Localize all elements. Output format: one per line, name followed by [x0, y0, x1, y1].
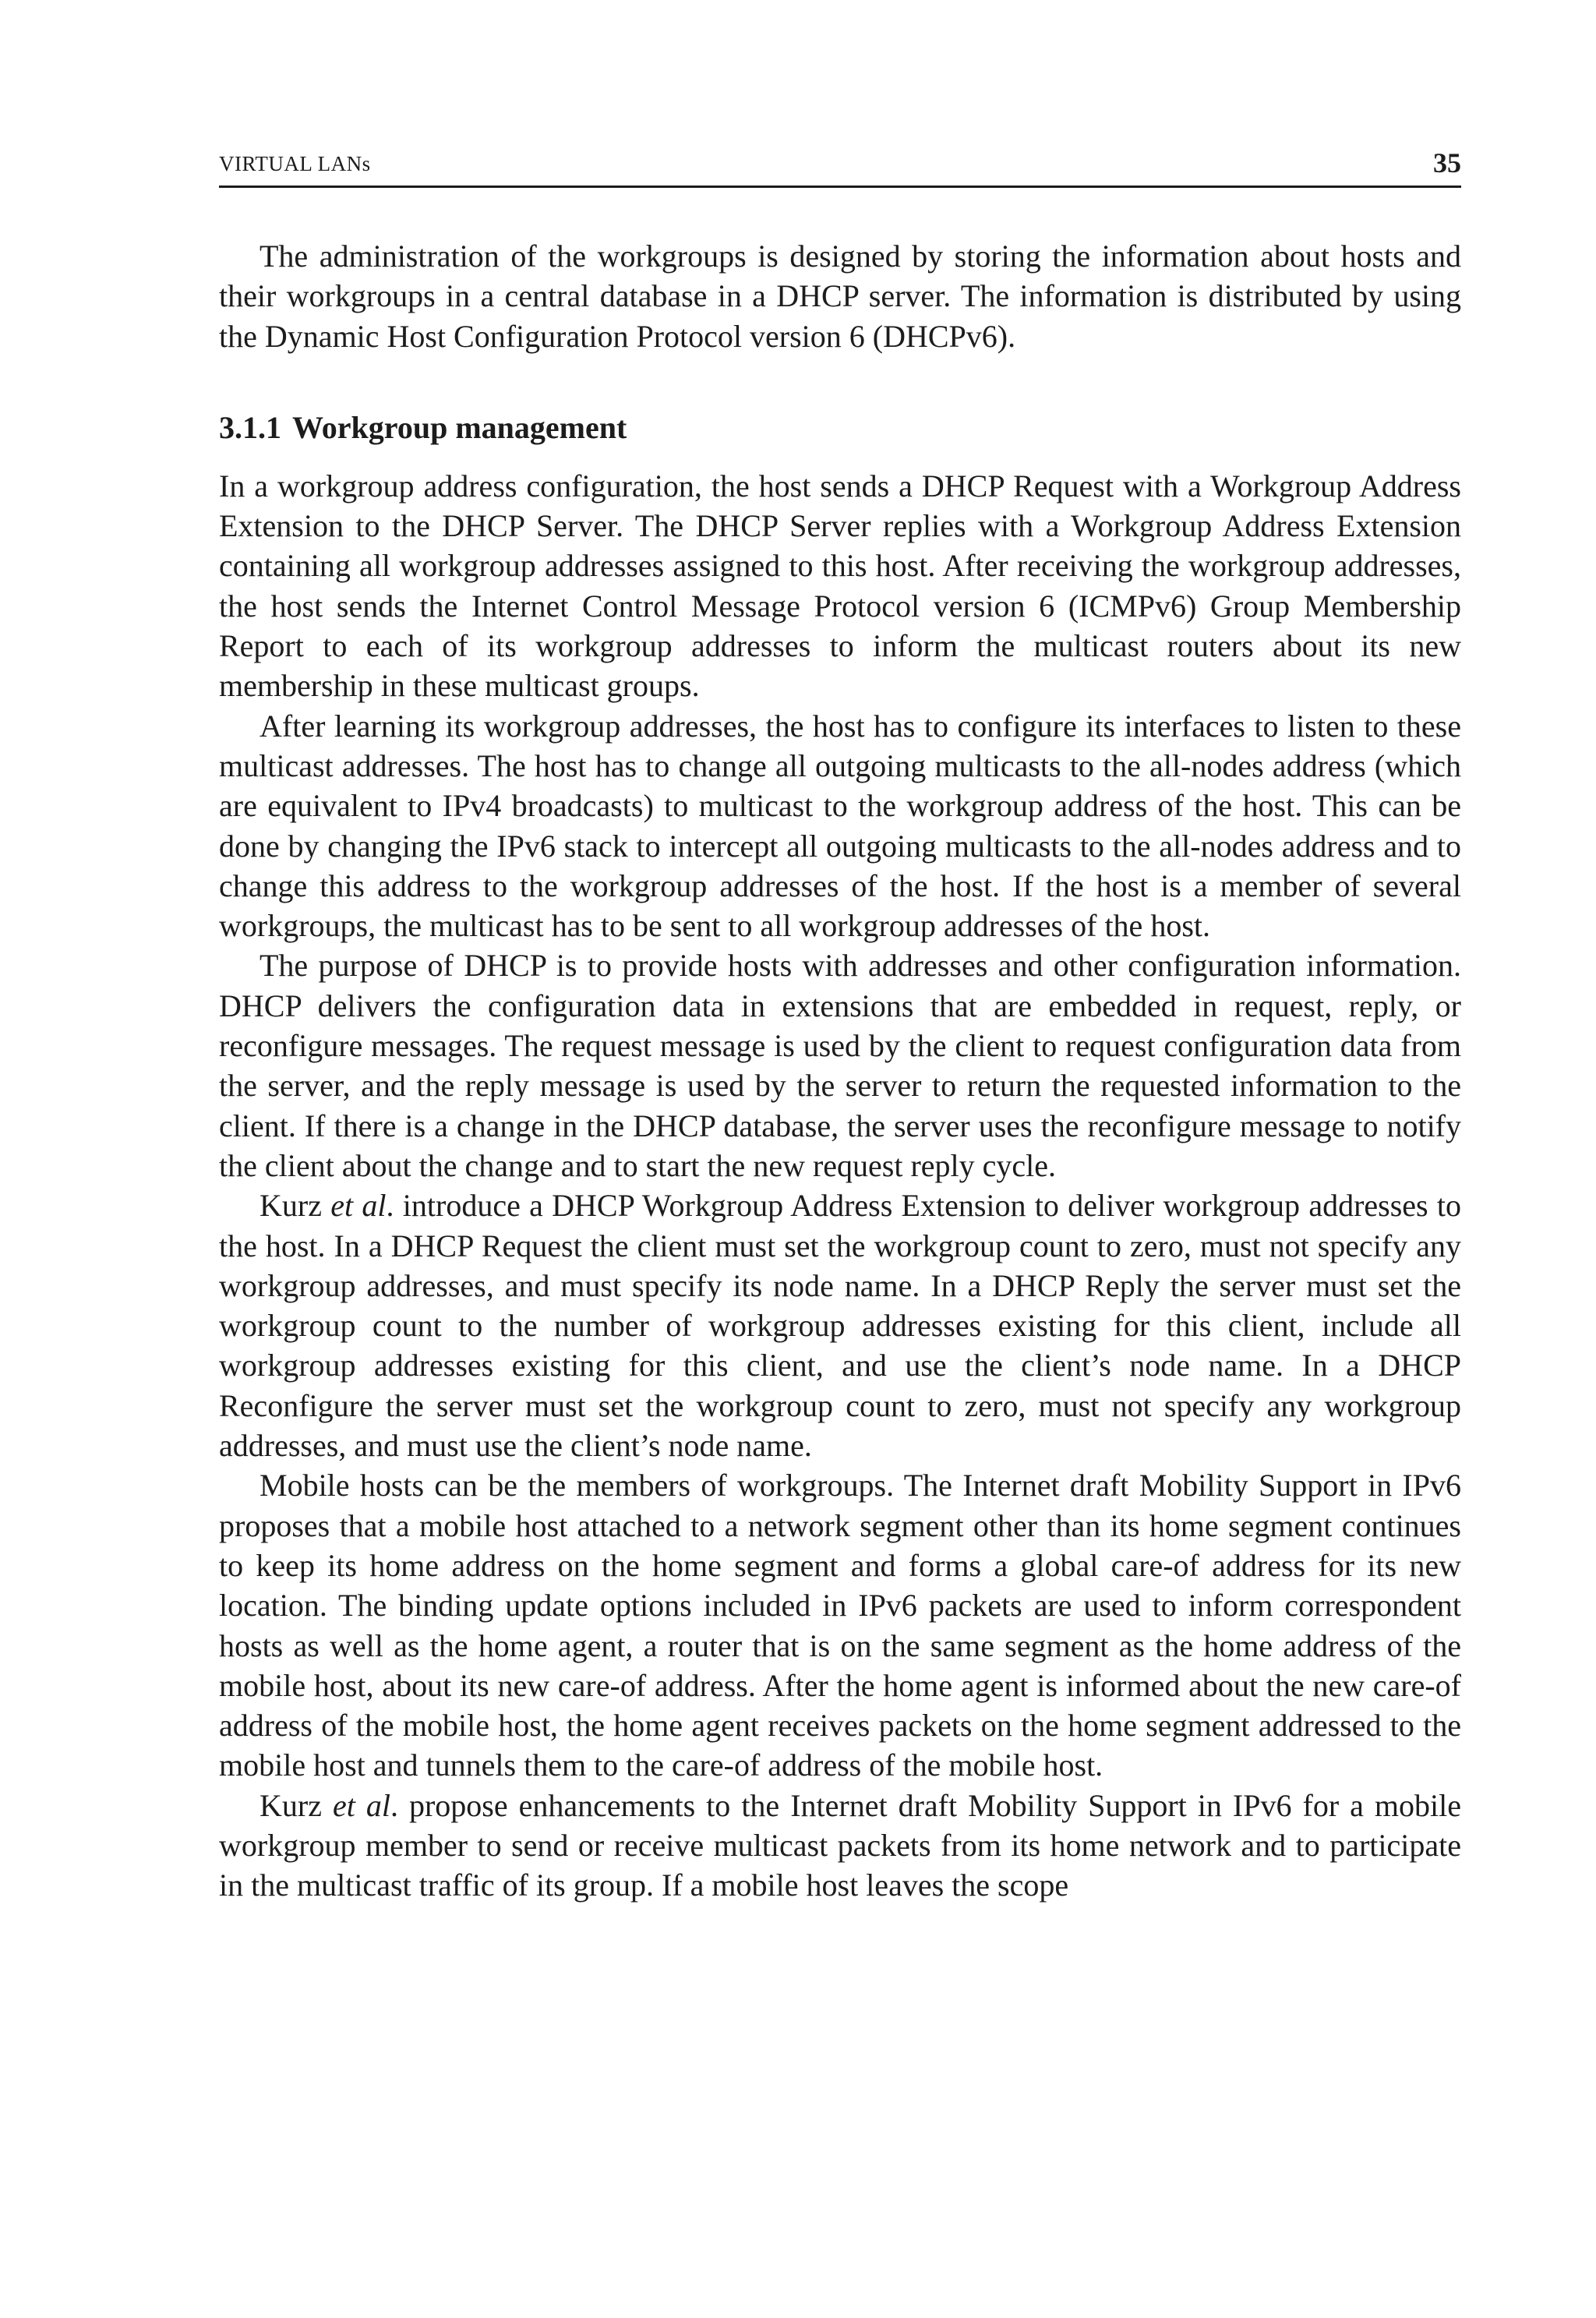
paragraph-body: . introduce a DHCP Workgroup Address Extension to deliver workgroup addresses to the host. In a DHCP Request the client must set the workgroup count to zero, must not specify any workgroup addresses, and must specify its node name. In a DHCP Reply the server must set the workgroup count to the number of workgroup addresses existing for this client, include all workgroup addresses existing for this client, and use the client’s node name. In a DHCP Reconfigure the server must set the workgroup count to zero, must not specify any workgroup addresses, and must use the client’s node name.: [219, 1188, 1462, 1464]
author-lead: Kurz: [260, 1188, 331, 1224]
author-lead: Kurz: [260, 1787, 333, 1823]
et-al: et al: [330, 1188, 387, 1224]
book-page: [219, 0, 1461, 2318]
paragraph-mobile-hosts: Mobile hosts can be the members of workgroups. The Internet draft Mobility Support in IPv6 proposes that a mobile host attached to a network segment other than its home segment continues to keep its home address on the home segment and forms a global care-of address for its new location. The binding update options included in IPv6 packets are used to inform correspondent hosts as well as the home agent, a router that is on the same segment as the home address of the mobile host, about its new care-of address. After the home agent is informed about the new care-of address of the mobile host, the home agent receives packets on the home segment addressed to the mobile host and tunnels them to the care-of address of the mobile host.: [219, 1468, 1461, 1783]
paragraph-dhcp-extension: [219, 1186, 1461, 1465]
section-heading: [219, 408, 1461, 447]
body-text: [219, 236, 1461, 1906]
page-number: 35: [1433, 147, 1461, 178]
running-title: VIRTUAL LANs: [219, 152, 371, 175]
paragraph-body: . propose enhancements to the Internet draft Mobility Support in IPv6 for a mobile workgroup member to send or receive multicast packets from its home network and to participate in the multicast traffic of its group. If a mobile host leaves the scope: [219, 1787, 1461, 1903]
paragraph-interface-config: After learning its workgroup addresses, the host has to configure its interfaces to listen to these multicast addresses. The host has to change all outgoing multicasts to the all-nodes address (which are equivalent to IPv4 broadcasts) to multicast to the workgroup address of the host. This can be done by changing the IPv6 stack to intercept all outgoing multicasts to the all-nodes address and to change this address to the workgroup addresses of the host. If the host is a member of several workgroups, the multicast has to be sent to all workgroup addresses of the host.: [219, 708, 1461, 944]
section-number: 3.1.1: [219, 409, 281, 445]
paragraph-workgroup-config: In a workgroup address configuration, the host sends a DHCP Request with a Workgroup Address Extension to the DHCP Server. The DHCP Server replies with a Workgroup Address Extension containing all workgroup addresses assigned to this host. After receiving the workgroup addresses, the host sends the Internet Control Message Protocol version 6 (ICMPv6) Group Membership Report to each of its workgroup addresses to inform the multicast routers about its new membership in these multicast groups.: [219, 468, 1461, 704]
section-title: Workgroup management: [292, 409, 627, 445]
running-header: [219, 147, 1461, 188]
paragraph-mobility-enhancements: [219, 1786, 1461, 1906]
intro-paragraph: The administration of the workgroups is designed by storing the information about hosts and their workgroups in a central database in a DHCP server. The information is distributed by using the Dynamic Host Configuration Protocol version 6 (DHCPv6).: [219, 239, 1461, 354]
et-al: et al: [332, 1787, 390, 1823]
paragraph-dhcp-purpose: The purpose of DHCP is to provide hosts with addresses and other configuration information. DHCP delivers the configuration data in extensions that are embedded in request, reply, or reconfigure messages. The request message is used by the client to request configuration data from the server, and the reply message is used by the server to return the requested information to the client. If there is a change in the DHCP database, the server uses the reconfigure message to notify the client about the change and to start the new request reply cycle.: [219, 948, 1461, 1183]
